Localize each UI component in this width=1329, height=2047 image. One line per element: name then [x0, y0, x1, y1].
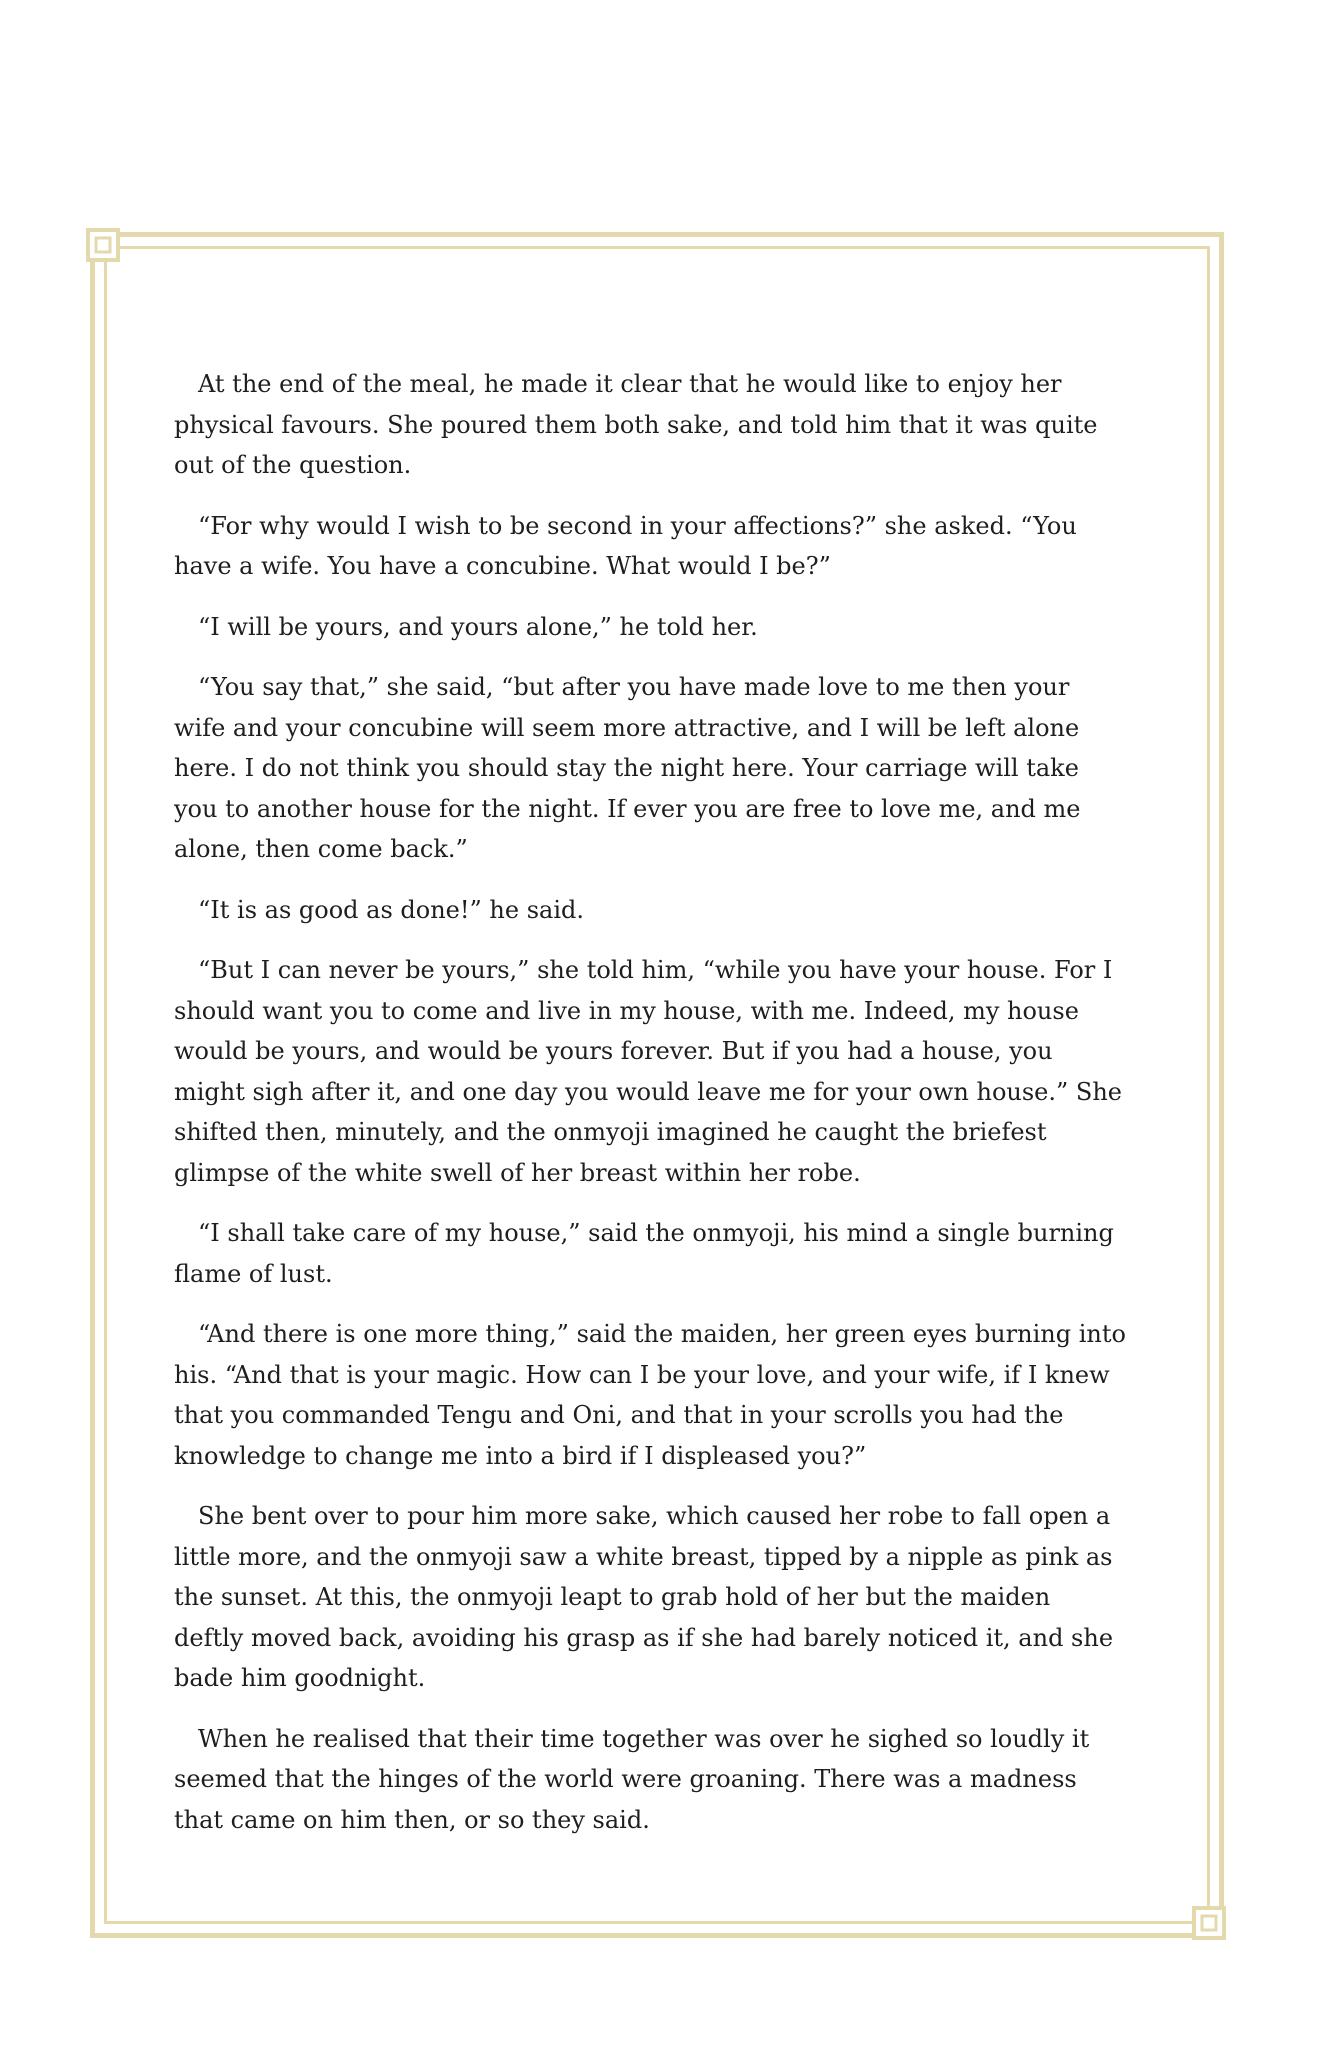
paragraph: “And there is one more thing,” said the maiden, her green eyes burning into his. “And that is your magic. How can I be your love, and your wife, if I knew that you commanded Tengu and Oni, and that in your scrolls you had the knowledge to change me into a bird if I displeased you?” [174, 1320, 1126, 1470]
paragraph: “It is as good as done!” he said. [198, 895, 585, 924]
paragraph: “But I can never be yours,” she told him, “while you have your house. For I should want you to come and live in my house, with me. Indeed, my house would be yours, and would be yours forever. But if you had a house, you might sigh after it, and one day you would leave me for your own house.” She shifted then, minutely, and the onmyoji imagined he caught the briefest glimpse of the white swell of her breast within her robe. [174, 956, 1123, 1187]
paragraph: At the end of the meal, he made it clear that he would like to enjoy her physical favours. She poured them both sake, and told him that it was quite out of the question. [174, 370, 1098, 479]
paragraph: “For why would I wish to be second in your affections?” she asked. “You have a wife. You have a concubine. What would I be?” [174, 511, 1077, 580]
corner-ornament-bottom-right [1192, 1906, 1226, 1940]
paragraph: “You say that,” she said, “but after you have made love to me then your wife and your concubine will seem more attractive, and I will be left alone here. I do not think you should stay the night here. Your carriage will take you to another house for the night. If ever you are free to love me, and me alone, then come back.” [174, 673, 1081, 863]
story-text [174, 364, 1126, 1860]
corner-ornament-top-left [86, 228, 120, 262]
paragraph: She bent over to pour him more sake, which caused her robe to fall open a little more, and the onmyoji saw a white breast, tipped by a nipple as pink as the sunset. At this, the onmyoji leapt to grab hold of her but the maiden deftly moved back, avoiding his grasp as if she had barely noticed it, and she bade him goodnight. [174, 1502, 1114, 1692]
paragraph: “I shall take care of my house,” said the onmyoji, his mind a single burning flame of lust. [174, 1219, 1114, 1288]
paragraph: When he realised that their time together was over he sighed so loudly it seemed that the hinges of the world were groaning. There was a madness that came on him then, or so they said. [174, 1724, 1090, 1834]
paragraph: “I will be yours, and yours alone,” he told her. [198, 612, 758, 641]
